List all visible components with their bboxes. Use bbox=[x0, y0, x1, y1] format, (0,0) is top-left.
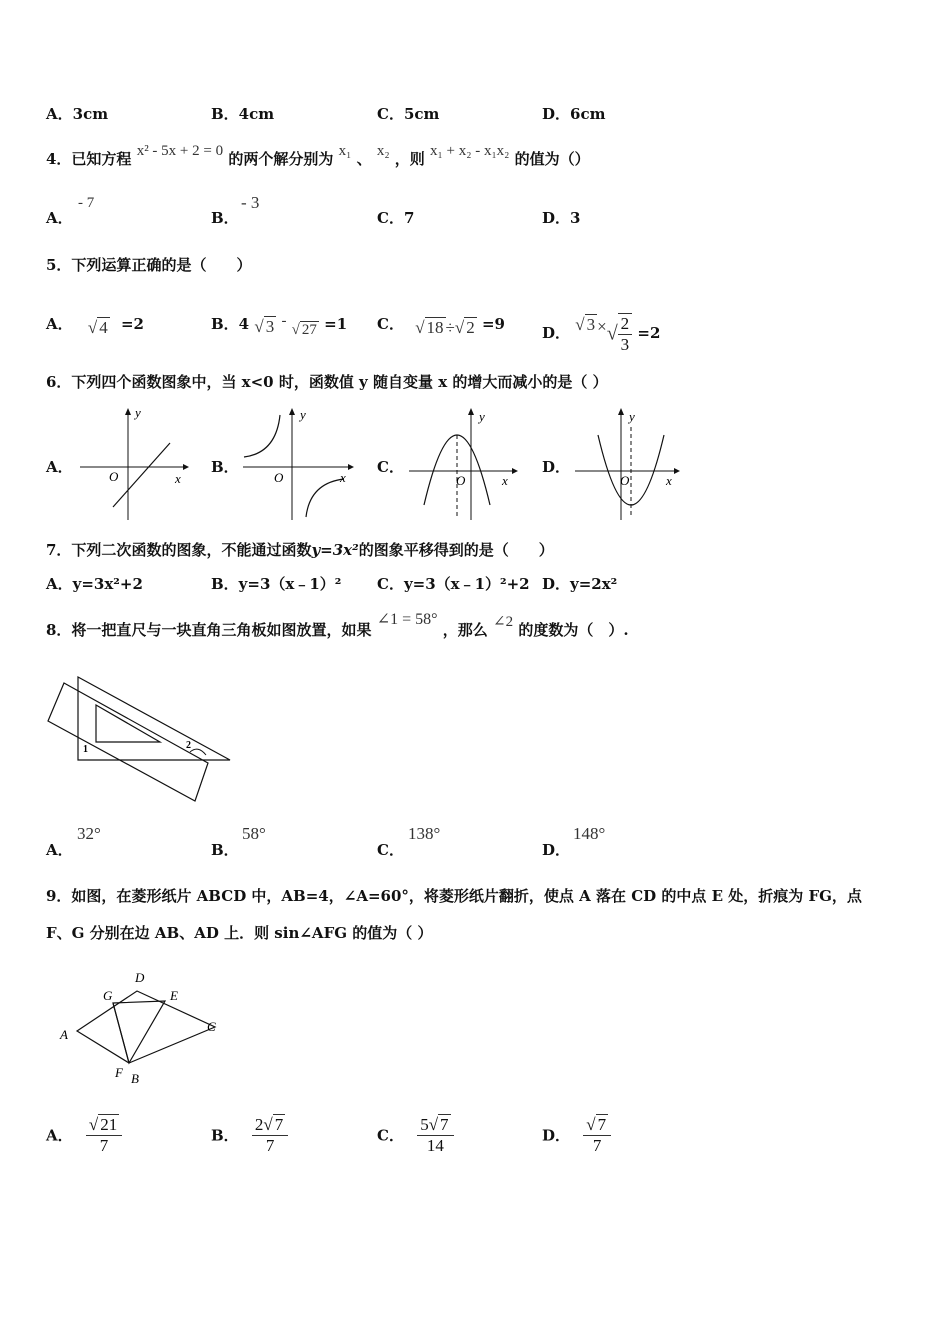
y-arrow bbox=[618, 408, 624, 415]
q8-angle1: ∠1 = 58° bbox=[376, 611, 438, 628]
q8-option-b-label: B． bbox=[211, 841, 239, 859]
q5-d-radicand: 3 bbox=[586, 315, 596, 334]
label-2: 2 bbox=[186, 740, 191, 751]
q4-option-b-label: B． bbox=[211, 209, 239, 227]
q8-option-d-label: D． bbox=[542, 841, 571, 859]
q9-b-coef: 2 bbox=[254, 1115, 264, 1134]
q4-option-a-value: - 7 bbox=[78, 195, 95, 211]
q6-graph-a bbox=[75, 405, 190, 523]
q9-option-b-fraction: $\frac{2√ 7}{7}$ bbox=[252, 1114, 288, 1156]
q8-option-c-label: C． bbox=[377, 841, 404, 859]
q5-b-radicand-2: 27 bbox=[301, 322, 317, 338]
q4-option-c: C．7 bbox=[377, 209, 415, 227]
q8-option-a-value: 32° bbox=[77, 824, 101, 843]
q4-suffix: 的值为（） bbox=[514, 150, 590, 168]
y-label: y bbox=[479, 409, 485, 424]
q5-option-a-sqrt: √ 4 bbox=[87, 318, 108, 337]
x-label: x bbox=[340, 470, 346, 485]
q9-option-b-label: B． bbox=[211, 1126, 239, 1145]
x-arrow bbox=[348, 464, 354, 470]
q4-option-b bbox=[211, 193, 260, 228]
origin-label: O bbox=[109, 469, 119, 484]
label-F: F bbox=[115, 1065, 123, 1080]
q5-d-fraction bbox=[618, 313, 633, 355]
q9-d-radicand: 7 bbox=[597, 1115, 607, 1134]
q9-option-a-fraction: $\frac{√ 21}{7}$ bbox=[86, 1114, 122, 1156]
q6-graph-b bbox=[238, 405, 356, 523]
origin-label: O bbox=[456, 473, 466, 488]
q7-text-pre: 7．下列二次函数的图象，不能通过函数 bbox=[46, 541, 312, 559]
q5-option-b-result: =1 bbox=[324, 315, 348, 333]
question-9-line1: 9．如图，在菱形纸片 ABCD 中，AB=4，∠A=60°，将菱形纸片翻折，使点 A 落在 CD 的中点 E 处，折痕为 FG，点 bbox=[46, 887, 862, 905]
x-label: x bbox=[666, 473, 672, 488]
q7-option-c: C．y=3（x﹣1）²+2 bbox=[377, 575, 530, 593]
triangle-board bbox=[78, 677, 230, 760]
q9-figure bbox=[55, 965, 235, 1095]
line-graph bbox=[113, 443, 170, 507]
q9-option-d-label: D． bbox=[542, 1126, 571, 1145]
q8-option-b bbox=[211, 824, 266, 860]
q9-d-denominator: 7 bbox=[592, 1136, 602, 1155]
q4-sep: 、 bbox=[356, 150, 372, 168]
q5-option-b-sqrt1: √ 3 bbox=[254, 317, 275, 336]
x-arrow bbox=[512, 468, 518, 474]
q5-c-divide: ÷ bbox=[445, 318, 455, 337]
q4-option-b-value: - 3 bbox=[241, 193, 260, 212]
question-8 bbox=[46, 611, 629, 640]
q6-option-a-label: A． bbox=[46, 458, 73, 476]
label-1: 1 bbox=[83, 744, 88, 755]
q5-option-d-result: =2 bbox=[637, 324, 661, 342]
q9-a-denominator: 7 bbox=[99, 1136, 109, 1155]
q3-option-b: B．4cm bbox=[211, 105, 275, 123]
q8-text-pre: 8．将一把直尺与一块直角三角板如图放置，如果 bbox=[46, 621, 372, 639]
q4-equation: x² - 5x + 2 = 0 bbox=[136, 143, 224, 159]
q8-option-c bbox=[377, 824, 441, 860]
q9-a-radicand: 21 bbox=[100, 1115, 118, 1134]
q8-option-d-value: 148° bbox=[573, 824, 606, 843]
question-9-line2: F、G 分别在边 AB、AD 上．则 sin∠AFG 的值为（ ） bbox=[46, 924, 433, 942]
q5-b-minus: - bbox=[281, 313, 287, 329]
q3-option-d: D．6cm bbox=[542, 105, 606, 123]
q9-c-coef: 5 bbox=[420, 1115, 429, 1134]
q5-option-c bbox=[377, 313, 505, 337]
q5-option-a-result: =2 bbox=[120, 315, 144, 333]
label-A: A bbox=[60, 1027, 68, 1042]
y-arrow bbox=[468, 408, 474, 415]
q6-option-b-label: B． bbox=[211, 458, 239, 476]
q7-text-post: 的图象平移得到的是（ ） bbox=[358, 541, 554, 559]
q5-option-c-sqrt2: √ 2 bbox=[454, 318, 475, 337]
origin-label: O bbox=[274, 470, 284, 485]
q5-a-radicand: 4 bbox=[99, 318, 108, 337]
x-arrow bbox=[674, 468, 680, 474]
q5-option-b bbox=[211, 313, 348, 338]
q9-option-d-fraction: $\frac{√ 7}{7}$ bbox=[583, 1114, 611, 1156]
q5-option-c-sqrt1: √ 18 bbox=[415, 318, 444, 337]
label-G: G bbox=[103, 988, 113, 1003]
question-6: 6．下列四个函数图象中，当 x<0 时，函数值 y 随自变量 x 的增大而减小的是（ ） bbox=[46, 373, 608, 391]
y-arrow bbox=[125, 408, 131, 415]
q9-option-c-label: C． bbox=[377, 1126, 404, 1145]
q6-option-c-label: C． bbox=[377, 458, 404, 476]
q4-x1: x₁ bbox=[338, 143, 352, 159]
q4-then: ，则 bbox=[394, 150, 425, 168]
label-E: E bbox=[170, 988, 178, 1003]
q7-option-b: B．y=3（x﹣1）² bbox=[211, 575, 342, 593]
q8-option-d bbox=[542, 824, 606, 860]
q5-d-denominator: 3 bbox=[620, 335, 630, 354]
q3-option-c: C．5cm bbox=[377, 105, 440, 123]
q9-option-c-fraction: $\frac{5√ 7}{14}$ bbox=[417, 1114, 453, 1156]
q7-option-a: A．y=3x²+2 bbox=[46, 575, 143, 593]
q5-b-radicand-1: 3 bbox=[265, 317, 275, 336]
hyperbola-branch-right bbox=[306, 479, 344, 517]
q5-option-b-label: B．4 bbox=[211, 315, 250, 333]
q9-c-denominator: 14 bbox=[426, 1136, 444, 1155]
y-arrow bbox=[289, 408, 295, 415]
q4-x2: x₂ bbox=[376, 143, 390, 159]
q8-option-b-value: 58° bbox=[242, 824, 266, 843]
y-label: y bbox=[135, 405, 141, 420]
q8-figure bbox=[40, 665, 240, 810]
q6-graph-c bbox=[404, 405, 522, 523]
q8-text-post: 的度数为（ ）. bbox=[518, 621, 629, 639]
q5-c-radicand-1: 18 bbox=[426, 318, 444, 337]
q4-mid: 的两个解分别为 bbox=[228, 150, 334, 168]
origin-label: O bbox=[620, 473, 630, 488]
q8-option-a-label: A． bbox=[46, 841, 73, 859]
q5-option-c-result: =9 bbox=[481, 315, 505, 333]
q5-option-d bbox=[542, 313, 660, 355]
q3-option-a: A．3cm bbox=[46, 105, 109, 123]
q5-option-b-sqrt2: √ 27 bbox=[291, 322, 317, 338]
q9-option-a-label: A． bbox=[46, 1126, 73, 1145]
q4-expression: x₁ + x₂ - x₁x₂ bbox=[430, 143, 510, 159]
q4-prefix: 4．已知方程 bbox=[46, 150, 132, 168]
y-label: y bbox=[629, 409, 635, 424]
q9-option-a bbox=[46, 1114, 122, 1156]
q9-b-denominator: 7 bbox=[265, 1136, 275, 1155]
q4-option-a-label: A． bbox=[46, 209, 73, 227]
q7-function: y=3x² bbox=[311, 541, 359, 559]
q5-option-a-label: A． bbox=[46, 315, 73, 333]
x-arrow bbox=[183, 464, 189, 470]
q8-option-a bbox=[46, 824, 101, 860]
q6-option-d-label: D． bbox=[542, 458, 571, 476]
y-label: y bbox=[300, 407, 306, 422]
x-label: x bbox=[175, 471, 181, 486]
x-label: x bbox=[502, 473, 508, 488]
label-C: C bbox=[207, 1019, 216, 1034]
q8-angle2: ∠2 bbox=[493, 614, 514, 630]
q9-b-radicand: 7 bbox=[274, 1115, 284, 1134]
q5-d-sqrt-frac: √ bbox=[606, 322, 618, 345]
q5-option-d-label: D． bbox=[542, 324, 571, 342]
q6-graph-d bbox=[570, 405, 685, 523]
q5-c-radicand-2: 2 bbox=[466, 318, 475, 337]
question-7 bbox=[46, 539, 554, 560]
question-5: 5．下列运算正确的是（ ） bbox=[46, 256, 252, 274]
q5-d-times: × bbox=[597, 317, 607, 336]
q5-option-a bbox=[46, 313, 144, 337]
label-B: B bbox=[131, 1071, 139, 1086]
q9-option-c bbox=[377, 1114, 454, 1156]
label-D: D bbox=[135, 970, 145, 985]
q4-option-d: D．3 bbox=[542, 209, 581, 227]
q4-option-a bbox=[46, 195, 95, 228]
q8-text-mid: ，那么 bbox=[442, 621, 488, 639]
hyperbola-branch-left bbox=[244, 415, 280, 457]
question-4 bbox=[46, 143, 590, 169]
q5-option-d-sqrt: √ 3 bbox=[575, 315, 596, 334]
q7-option-d: D．y=2x² bbox=[542, 575, 618, 593]
q9-option-b bbox=[211, 1114, 288, 1156]
q5-d-numerator: 2 bbox=[618, 314, 633, 335]
triangle-inner bbox=[96, 705, 160, 742]
q8-option-c-value: 138° bbox=[408, 824, 441, 843]
q9-c-radicand: 7 bbox=[440, 1115, 449, 1134]
q5-option-c-label: C． bbox=[377, 315, 404, 333]
q9-option-d bbox=[542, 1114, 611, 1156]
